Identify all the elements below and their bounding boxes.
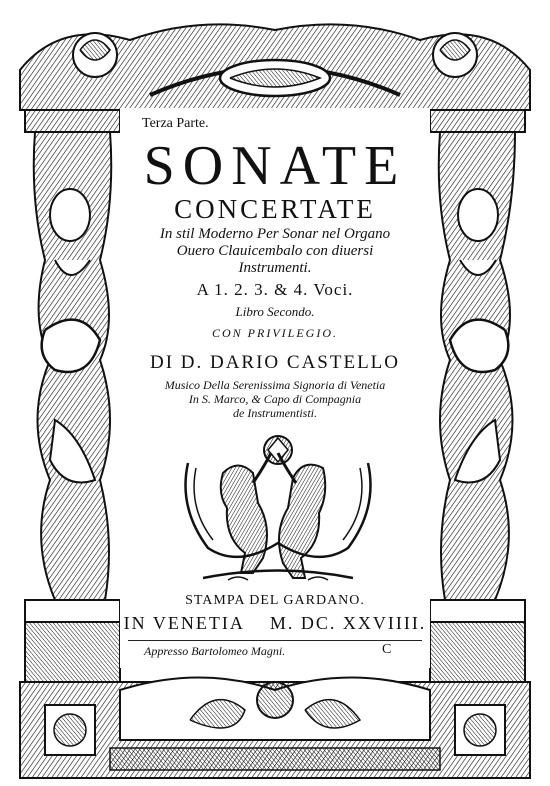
description-line: In stil Moderno Per Sonar nel Organo xyxy=(159,226,391,242)
affiliation-line: de Instrumentisti. xyxy=(233,406,317,420)
affiliation-line: In S. Marco, & Capo di Compagnia xyxy=(188,392,362,406)
affiliation-line: Musico Della Serenissima Signoria di Venetia xyxy=(164,378,386,392)
bottom-base-ornament xyxy=(20,678,530,779)
subtitle: CONCERTATE xyxy=(174,194,376,224)
title-panel xyxy=(120,108,430,668)
description-line: Ouero Clauicembalo con diuersi xyxy=(176,243,374,259)
right-caryatid-column xyxy=(430,110,525,682)
description-line: Instrumenti. xyxy=(238,260,312,276)
imprint-line: IN VENETIA M. DC. XXVIIII. xyxy=(123,613,427,633)
author-name: DI D. DARIO CASTELLO xyxy=(149,352,401,373)
printer-device-emblem xyxy=(168,428,388,588)
printer-line: STAMPA DEL GARDANO. xyxy=(185,593,365,608)
signature-mark: C xyxy=(382,642,392,657)
part-label: Terza Parte. xyxy=(142,116,209,131)
main-title: SONATE xyxy=(143,135,407,197)
imprint-divider xyxy=(128,640,422,641)
top-cartouche-ornament xyxy=(20,24,530,110)
voices-line: A 1. 2. 3. & 4. Voci. xyxy=(196,280,354,299)
book-label: Libro Secondo. xyxy=(235,304,315,319)
publisher-line: Appresso Bartolomeo Magni. xyxy=(144,644,286,658)
left-caryatid-column xyxy=(25,110,120,682)
privilege-line: CON PRIVILEGIO. xyxy=(212,326,338,340)
